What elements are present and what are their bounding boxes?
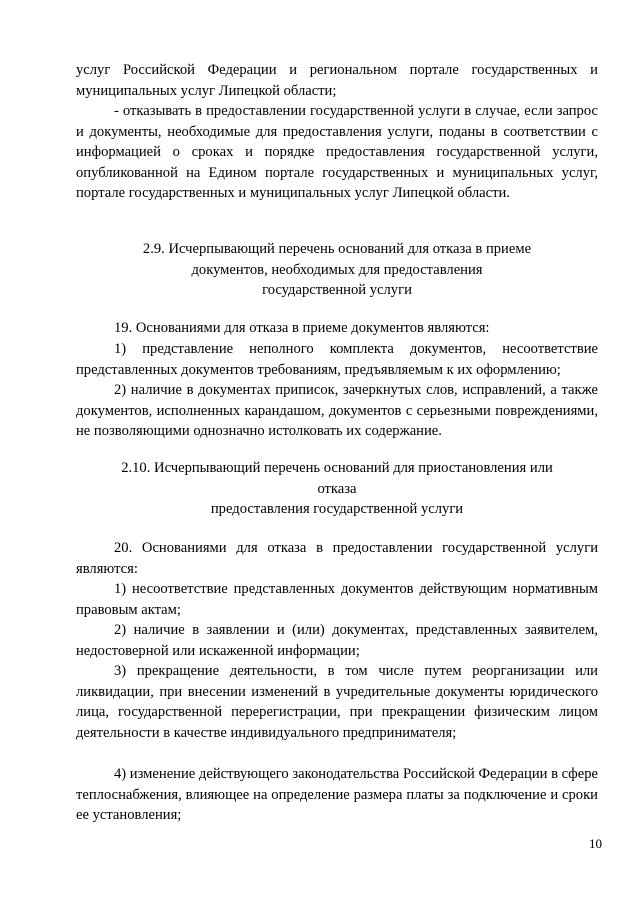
clause-20-item-2: 2) наличие в заявлении и (или) документах, представленных заявителем, недостоверной или искаженной информации;	[76, 622, 598, 659]
clause-19-item-2: 2) наличие в документах приписок, зачеркнутых слов, исправлений, а также документов, исполненных карандашом, документов с серьезными повреждениями, не позволяющими однозначно истолковать их содержание.	[76, 382, 598, 439]
section-heading-line: предоставления государственной услуги	[210, 501, 464, 517]
section-heading-line: государственной услуги	[262, 282, 412, 298]
section-heading-2-9	[76, 239, 598, 301]
section-heading-line: 2.9. Исчерпывающий перечень оснований для отказа в приеме	[142, 241, 532, 257]
paragraph-continuation: услуг Российской Федерации и региональном портале государственных и муниципальных услуг Липецкой области;	[76, 62, 598, 99]
clause-20-item-4: 4) изменение действующего законодательства Российской Федерации в сфере теплоснабжения, влияющее на определение размера платы за подключение и сроки ее установления;	[76, 766, 598, 823]
clause-19-intro: 19. Основаниями для отказа в приеме документов являются:	[114, 320, 490, 336]
clause-20-item-1: 1) несоответствие представленных документов действующим нормативным правовым актам;	[76, 581, 598, 618]
page-number: 10	[589, 836, 602, 851]
paragraph-refusal-clause: - отказывать в предоставлении государственной услуги в случае, если запрос и документы, необходимые для предоставления услуги, поданы в соответствии с информацией о сроках и порядке предоставления государственной услуги, опубликованной на Едином портале государственных и муниципальных услуг, портале государственных и муниципальных услуг Липецкой области.	[76, 103, 598, 201]
clause-19-item-1: 1) представление неполного комплекта документов, несоответствие представленных документов требованиям, предъявляемым к их оформлению;	[76, 341, 598, 378]
section-heading-2-10	[76, 458, 598, 520]
section-heading-line: отказа	[317, 480, 357, 497]
clause-20-item-3: 3) прекращение деятельности, в том числе путем реорганизации или ликвидации, при внесении изменений в учредительные документы юридического лица, государственной перерегистрации, при прекращении физическим лицом деятельности в качестве индивидуального предпринимателя;	[76, 663, 598, 741]
section-heading-line: 2.10. Исчерпывающий перечень оснований для приостановления или	[121, 460, 553, 476]
clause-20-intro: 20. Основаниями для отказа в предоставлении государственной услуги являются:	[76, 540, 598, 577]
section-heading-line: документов, необходимых для предоставления	[191, 261, 483, 278]
